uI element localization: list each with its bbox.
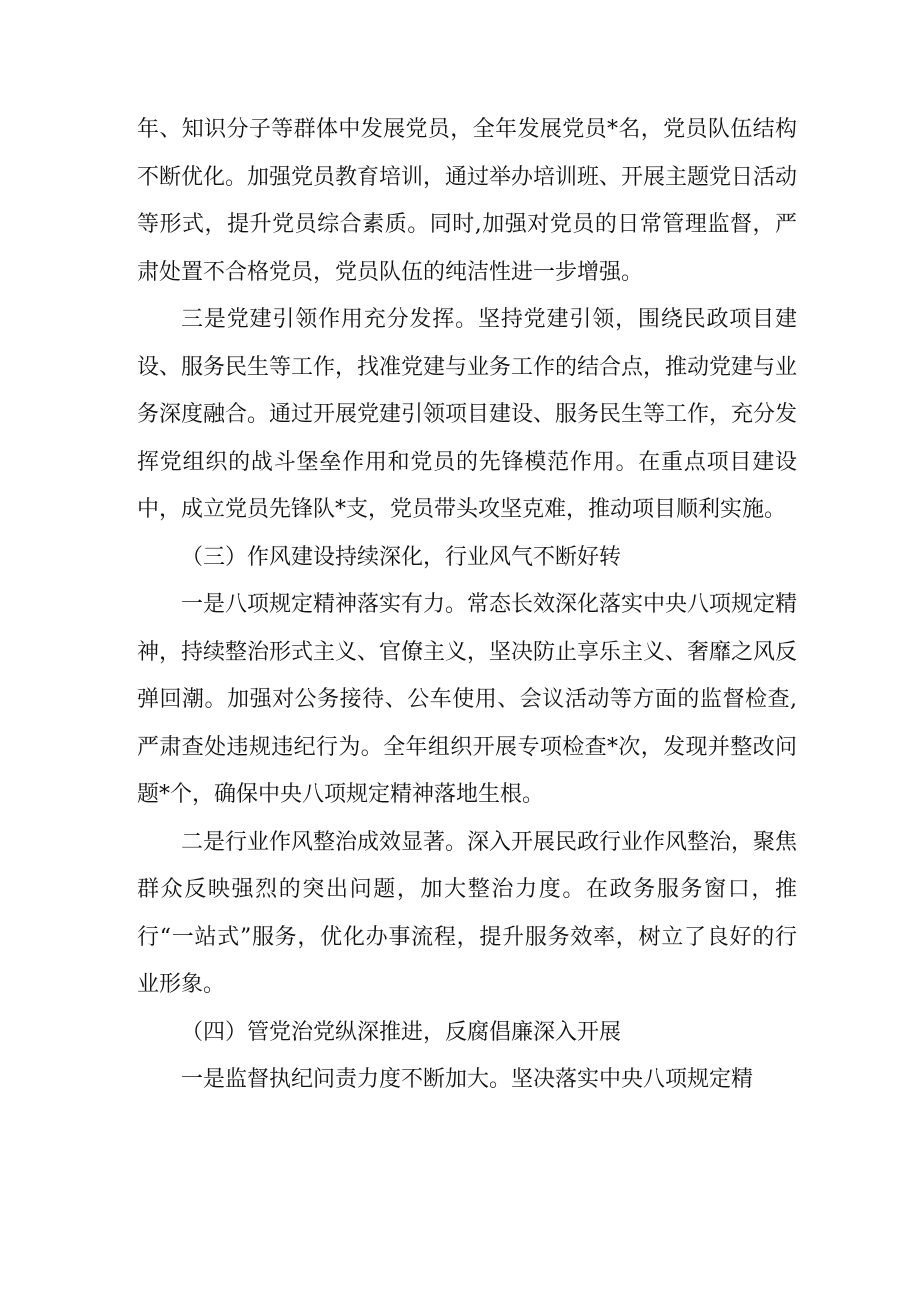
paragraph-eight-rules: 一是八项规定精神落实有力。常态长效深化落实中央八项规定精神，持续整治形式主义、官僚主义，坚决防止享乐主义、奢靡之风反弹回潮。加强对公务接待、公车使用、会议活动等方面的监督检查,严肃查处违规违纪行为。全年组织开展专项检查*次，发现并整改问题*个，确保中央八项规定精神落地生根。 (137, 592, 798, 807)
section-heading-4: （四）管党治党纵深推进，反腐倡廉深入开展 (181, 1019, 622, 1045)
paragraph-continuation: 年、知识分子等群体中发展党员，全年发展党员*名，党员队伍结构不断优化。加强党员教育培训，通过举办培训班、开展主题党日活动等形式，提升党员综合素质。同时,加强对党员的日常管理监督，严肃处置不合格党员，党员队伍的纯洁性进一步增强。 (137, 117, 798, 285)
paragraph-party-leadership: 三是党建引领作用充分发挥。坚持党建引领，围绕民政项目建设、服务民生等工作，找准党建与业务工作的结合点，推动党建与业务深度融合。通过开展党建引领项目建设、服务民生等工作，充分发挥党组织的战斗堡垒作用和党员的先锋模范作用。在重点项目建设中，成立党员先锋队*支，党员带头攻坚克难，推动项目顺利实施。 (137, 307, 798, 522)
paragraph-supervision: 一是监督执纪问责力度不断加大。坚决落实中央八项规定精 (181, 1067, 754, 1092)
paragraph-industry-style: 二是行业作风整治成效显著。深入开展民政行业作风整治，聚焦群众反映强烈的突出问题，加大整治力度。在政务服务窗口，推行“一站式”服务，优化办事流程，提升服务效率，树立了良好的行业形象。 (137, 829, 798, 997)
document-body (137, 106, 797, 1104)
section-heading-3: （三）作风建设持续深化，行业风气不断好转 (181, 544, 622, 570)
